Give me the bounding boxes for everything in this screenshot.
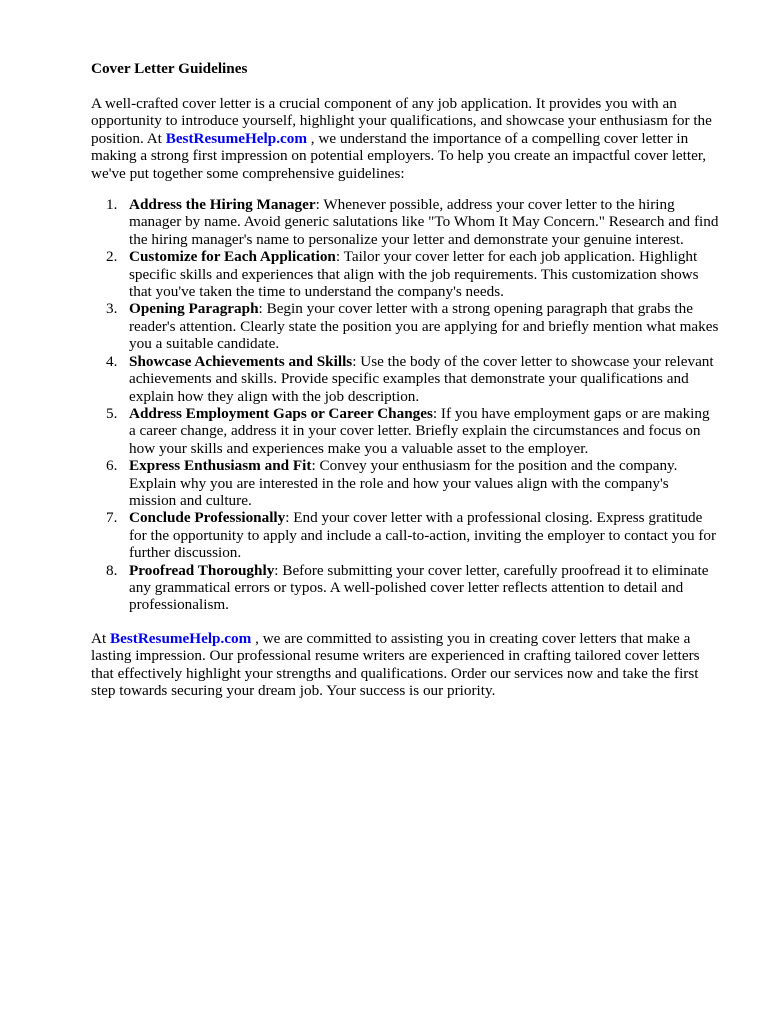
guideline-heading: Address the Hiring Manager	[129, 196, 316, 214]
guideline-number: 2.	[106, 248, 118, 266]
guideline-number: 3.	[106, 300, 118, 318]
intro-text-after-link: , we understand the importance of a compelling cover letter in making a strong first impression on potential employers. To help you create an impactful cover letter, we've put together some comprehensive guidelines:	[91, 129, 707, 182]
guidelines-list	[91, 196, 719, 614]
guideline-heading: Express Enthusiasm and Fit	[129, 457, 312, 475]
closing-site-link[interactable]: BestResumeHelp.com	[109, 629, 252, 647]
document-page	[91, 59, 719, 699]
guideline-text: : If you have employment gaps or are making a career change, address it in your cover letter. Briefly explain the circumstances and focus on how your skills and experiences make you a valuable asset to the employer.	[129, 404, 710, 457]
closing-text-before-link: At	[91, 629, 110, 647]
guideline-heading: Address Employment Gaps or Career Changes	[129, 404, 433, 422]
guideline-item	[106, 404, 719, 457]
guideline-number: 8.	[106, 561, 118, 579]
guideline-item	[106, 196, 719, 248]
closing-text-after-link: , we are committed to assisting you in creating cover letters that make a lasting impression. Our professional resume writers are experienced in crafting tailored cover letters that effectively highlight your strengths and qualifications. Order our services now and take the first step towards securing your dream job. Your success is our priority.	[91, 629, 700, 699]
guideline-text: : Convey your enthusiasm for the position and the company. Explain why you are interested in the role and how your values align with the company's mission and culture.	[129, 457, 678, 509]
guideline-heading: Proofread Thoroughly	[129, 561, 275, 579]
guideline-item	[106, 300, 719, 353]
guideline-text: : Whenever possible, address your cover letter to the hiring manager by name. Avoid generic salutations like "To Whom It May Concern." Research and find the hiring manager's name to personalize your letter and demonstrate your genuine interest.	[129, 196, 719, 248]
guideline-number: 5.	[106, 404, 118, 422]
guideline-number: 4.	[106, 352, 118, 370]
guideline-text: : Use the body of the cover letter to showcase your relevant achievements and skills. Provide specific examples that demonstrate your qualifications and explain how they align with the job description.	[129, 352, 714, 405]
guideline-item	[106, 561, 719, 614]
guideline-text: : Before submitting your cover letter, carefully proofread it to eliminate any grammatical errors or typos. A well-polished cover letter reflects attention to detail and professionalism.	[129, 561, 709, 614]
guideline-text: : Tailor your cover letter for each job application. Highlight specific skills and experiences that align with the job requirements. This customization shows that you've taken the time to understand the company's needs.	[129, 248, 699, 301]
guideline-number: 1.	[106, 196, 118, 214]
guideline-item	[106, 509, 719, 562]
guideline-heading: Showcase Achievements and Skills	[129, 352, 353, 370]
guideline-text: : Begin your cover letter with a strong opening paragraph that grabs the reader's attention. Clearly state the position you are applying for and briefly mention what makes you a suitable candidate.	[129, 300, 719, 353]
intro-paragraph	[91, 95, 719, 182]
closing-paragraph	[91, 630, 719, 700]
guideline-heading: Conclude Professionally	[129, 509, 286, 527]
guideline-item	[106, 457, 719, 509]
guideline-item	[106, 352, 719, 405]
document-title: Cover Letter Guidelines	[91, 60, 248, 77]
intro-text-before-link: A well-crafted cover letter is a crucial component of any job application. It provides you with an opportunity to introduce yourself, highlight your qualifications, and showcase your enthusiasm for the position. At	[91, 95, 712, 147]
guideline-item	[106, 248, 719, 301]
guideline-number: 7.	[106, 509, 118, 527]
guideline-heading: Customize for Each Application	[129, 248, 336, 266]
intro-site-link[interactable]: BestResumeHelp.com	[165, 129, 307, 147]
guideline-number: 6.	[106, 457, 118, 475]
guideline-heading: Opening Paragraph	[129, 300, 259, 318]
guideline-text: : End your cover letter with a professional closing. Express gratitude for the opportunity to apply and include a call-to-action, inviting the employer to contact you for further discussion.	[129, 509, 717, 562]
